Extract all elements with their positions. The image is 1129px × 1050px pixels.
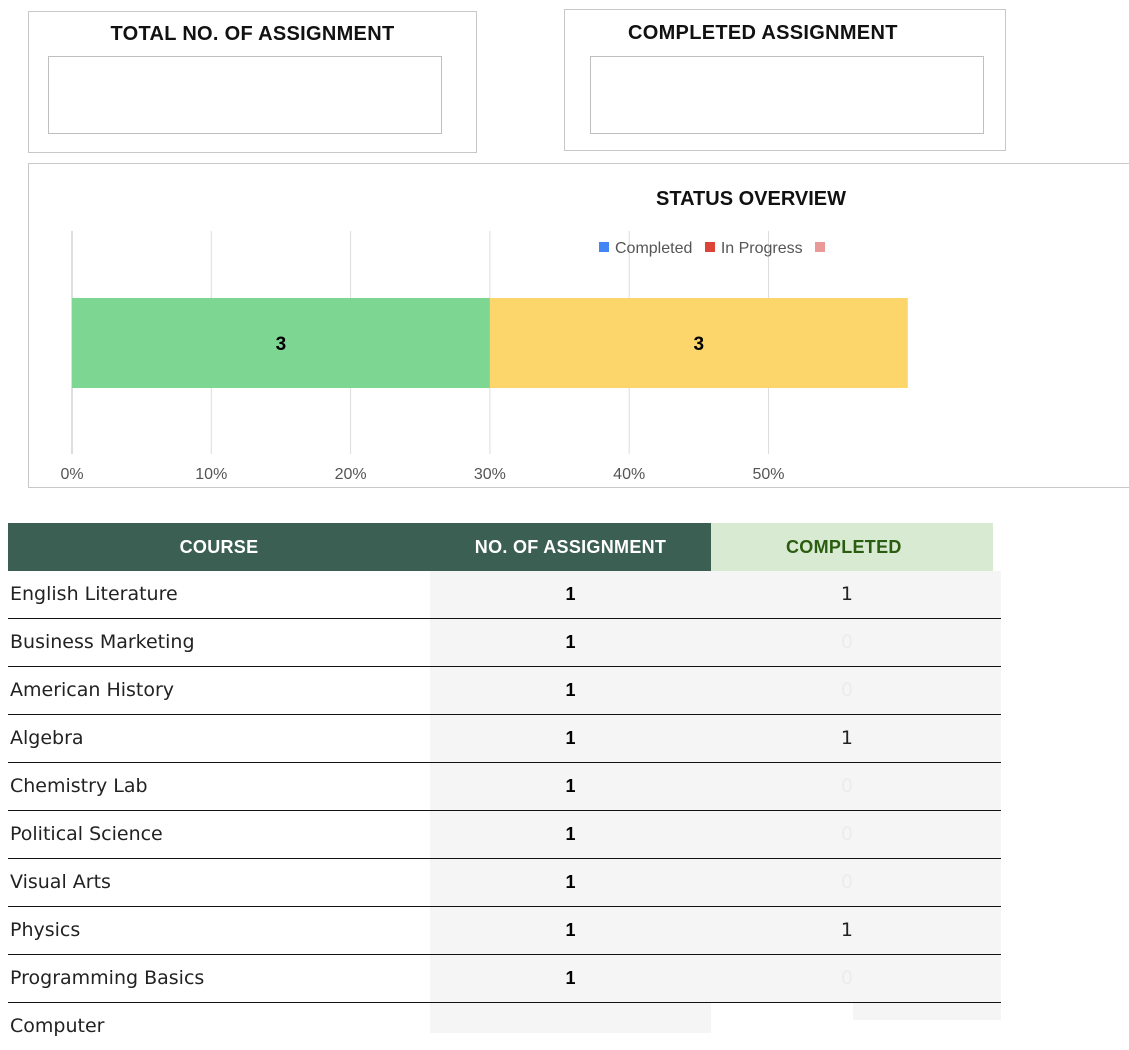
status-overview-chart — [29, 164, 1129, 487]
cell-num-assignment[interactable]: 1 — [430, 859, 711, 906]
legend-swatch-completed — [599, 242, 609, 252]
legend-item-completed — [599, 240, 692, 258]
cell-course[interactable]: Programming Basics — [8, 955, 432, 1002]
x-tick-label: 10% — [195, 466, 228, 483]
table-row[interactable] — [8, 571, 1001, 619]
legend-label-in-progress: In Progress — [720, 240, 803, 257]
x-tick-label: 0% — [60, 466, 84, 483]
cell-num-assignment[interactable]: 1 — [430, 955, 711, 1002]
cell-completed[interactable]: 0 — [711, 955, 853, 1002]
cell-course[interactable]: American History — [8, 667, 432, 714]
cell-completed[interactable]: 0 — [711, 859, 853, 906]
cell-num-assignment[interactable]: 1 — [430, 907, 711, 954]
header-completed[interactable] — [711, 523, 993, 571]
cell-course[interactable]: Visual Arts — [8, 859, 432, 906]
cell-course[interactable]: English Literature — [8, 571, 432, 618]
table-row[interactable] — [8, 955, 1001, 1003]
cell-num-assignment[interactable]: 1 — [430, 715, 711, 762]
cell-completed[interactable]: 0 — [711, 619, 853, 666]
table-row-partial — [8, 1003, 1001, 1037]
x-tick-label: 20% — [334, 466, 367, 483]
legend-item-third — [815, 240, 831, 258]
table-row[interactable] — [8, 907, 1001, 955]
x-tick-label: 40% — [613, 466, 646, 483]
cell-completed[interactable]: 0 — [711, 667, 853, 714]
table-row[interactable] — [8, 667, 1001, 715]
status-overview-clip — [28, 163, 853, 488]
cell-num-assignment[interactable]: 1 — [430, 571, 711, 618]
x-tick-label: 30% — [473, 466, 506, 483]
cell-num-assignment[interactable]: 1 — [430, 667, 711, 714]
chart-title: STATUS OVERVIEW — [656, 188, 847, 210]
legend-label-completed: Completed — [615, 240, 693, 257]
bar-data-label: 3 — [275, 334, 287, 355]
cell-num-assignment[interactable]: 1 — [430, 763, 711, 810]
total-assignments-title: TOTAL NO. OF ASSIGNMENT — [110, 23, 395, 45]
table-row[interactable] — [8, 763, 1001, 811]
table-row[interactable] — [8, 619, 1001, 667]
cell-course[interactable]: Algebra — [8, 715, 432, 762]
completed-card-clip — [564, 8, 898, 153]
total-assignments-card — [28, 11, 477, 153]
cell-completed[interactable]: 1 — [711, 715, 853, 762]
table-body — [8, 571, 1001, 1003]
cell-course[interactable]: Chemistry Lab — [8, 763, 432, 810]
cell-num-assignment[interactable]: 1 — [430, 811, 711, 858]
bar-data-label: 3 — [693, 334, 705, 355]
header-completed-label: COMPLETED — [786, 537, 902, 557]
legend-swatch-in-progress — [705, 242, 715, 252]
completed-assignments-title: COMPLETED ASSIGNMENT — [628, 22, 898, 44]
legend-swatch-third — [815, 242, 825, 252]
table-row[interactable] — [8, 859, 1001, 907]
legend-item-in-progress — [705, 240, 803, 258]
header-num-assignment[interactable]: NO. OF ASSIGNMENT — [430, 523, 711, 571]
cell-num — [430, 1003, 711, 1033]
x-tick-label: 50% — [752, 466, 785, 483]
chart-legend — [599, 240, 839, 258]
completed-assignments-card — [564, 9, 1006, 151]
table-row[interactable] — [8, 715, 1001, 763]
cell-completed[interactable]: 0 — [711, 811, 853, 858]
cell-course[interactable]: Physics — [8, 907, 432, 954]
table-header — [8, 523, 1001, 571]
total-assignments-value-box[interactable] — [48, 56, 442, 134]
status-overview-card — [28, 163, 1129, 488]
table-row[interactable] — [8, 811, 1001, 859]
cell-completed[interactable]: 1 — [711, 907, 853, 954]
cell-completed[interactable]: 1 — [711, 571, 853, 618]
header-course[interactable]: COURSE — [8, 523, 430, 571]
cell-course[interactable]: Business Marketing — [8, 619, 432, 666]
course-table — [8, 523, 1001, 1037]
cell-completed[interactable]: 0 — [711, 763, 853, 810]
cell-course[interactable]: Political Science — [8, 811, 432, 858]
cell-course[interactable]: Computer — [8, 1003, 432, 1033]
completed-assignments-value-box[interactable] — [590, 56, 984, 134]
cell-num-assignment[interactable]: 1 — [430, 619, 711, 666]
